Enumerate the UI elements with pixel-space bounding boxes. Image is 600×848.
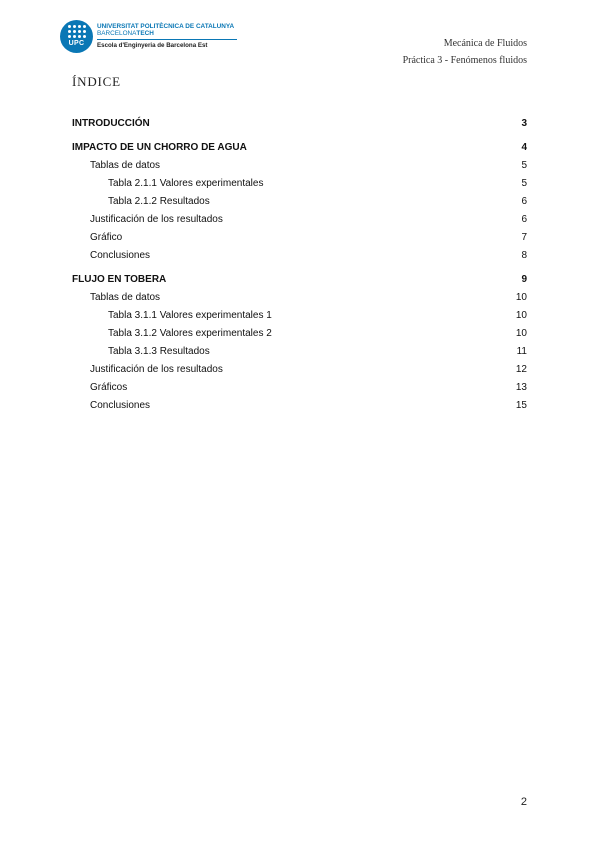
- toc-entry[interactable]: [72, 139, 527, 157]
- toc-entry-page: 11: [516, 346, 527, 357]
- toc-entry-page: 10: [515, 292, 527, 303]
- toc-entry[interactable]: [72, 343, 527, 361]
- toc-entry-page: 12: [515, 364, 527, 375]
- logo-dots-icon: [68, 25, 86, 39]
- toc-entry-page: 15: [515, 400, 527, 411]
- toc-entry-page: 7: [521, 232, 527, 243]
- toc-entry[interactable]: [72, 175, 527, 193]
- upc-logo: [60, 20, 260, 54]
- toc-entry-page: 6: [521, 196, 527, 207]
- logo-upc-text: UPC: [68, 40, 85, 47]
- logo-divider: [97, 39, 237, 40]
- toc-entry-page: 10: [515, 310, 527, 321]
- toc-entry-page: 6: [521, 214, 527, 225]
- logo-university-name: UNIVERSITAT POLITÈCNICA DE CATALUNYA: [97, 23, 235, 30]
- toc-entry-label: Conclusiones: [90, 250, 151, 261]
- logo-barcelonatech: BARCELONATECH: [97, 30, 154, 37]
- toc-entry[interactable]: [72, 247, 527, 265]
- toc-entry-label: Gráficos: [90, 382, 128, 393]
- page-number: 2: [520, 796, 527, 808]
- toc-entry-page: 5: [521, 160, 527, 171]
- toc-entry[interactable]: [72, 397, 527, 415]
- toc-entry[interactable]: [72, 307, 527, 325]
- toc-entry[interactable]: [72, 229, 527, 247]
- toc-entry-label: Justificación de los resultados: [90, 214, 223, 225]
- toc-entry-page: 13: [515, 382, 527, 393]
- page-title: ÍNDICE: [72, 74, 121, 89]
- toc-entry-label: Tabla 3.1.3 Resultados: [108, 346, 210, 357]
- toc-entry[interactable]: [72, 115, 527, 133]
- toc-entry[interactable]: [72, 211, 527, 229]
- toc-entry[interactable]: [72, 289, 527, 307]
- toc-entry-page: 9: [521, 274, 527, 285]
- toc-entry-page: 10: [515, 328, 527, 339]
- header-practice: Práctica 3 - Fenómenos fluidos: [402, 55, 527, 66]
- toc-entry-label: Justificación de los resultados: [90, 364, 223, 375]
- toc-entry-label: Gráfico: [90, 232, 123, 243]
- toc-entry-label: INTRODUCCIÓN: [72, 118, 150, 129]
- toc-entry-label: IMPACTO DE UN CHORRO DE AGUA: [72, 142, 247, 153]
- toc-entry-page: 3: [521, 118, 527, 129]
- toc-entry-label: Conclusiones: [90, 400, 151, 411]
- toc-entry[interactable]: [72, 325, 527, 343]
- upc-logo-mark: [60, 20, 93, 53]
- toc-entry-label: Tabla 2.1.2 Resultados: [108, 196, 210, 207]
- toc-entry[interactable]: [72, 379, 527, 397]
- toc-entry-page: 8: [521, 250, 527, 261]
- table-of-contents: [72, 115, 527, 415]
- toc-entry[interactable]: [72, 157, 527, 175]
- header-course: Mecánica de Fluidos: [443, 38, 527, 49]
- toc-entry-label: Tablas de datos: [90, 160, 161, 171]
- toc-entry-label: Tabla 2.1.1 Valores experimentales: [108, 178, 264, 189]
- toc-entry-label: FLUJO EN TOBERA: [72, 274, 167, 285]
- toc-entry-page: 5: [521, 178, 527, 189]
- toc-entry[interactable]: [72, 361, 527, 379]
- toc-entry[interactable]: [72, 271, 527, 289]
- toc-entry-label: Tabla 3.1.2 Valores experimentales 2: [108, 328, 272, 339]
- toc-entry-label: Tablas de datos: [90, 292, 161, 303]
- toc-entry-label: Tabla 3.1.1 Valores experimentales 1: [108, 310, 272, 321]
- toc-entry[interactable]: [72, 193, 527, 211]
- logo-school-name: Escola d'Enginyeria de Barcelona Est: [97, 42, 208, 49]
- toc-entry-page: 4: [521, 142, 527, 153]
